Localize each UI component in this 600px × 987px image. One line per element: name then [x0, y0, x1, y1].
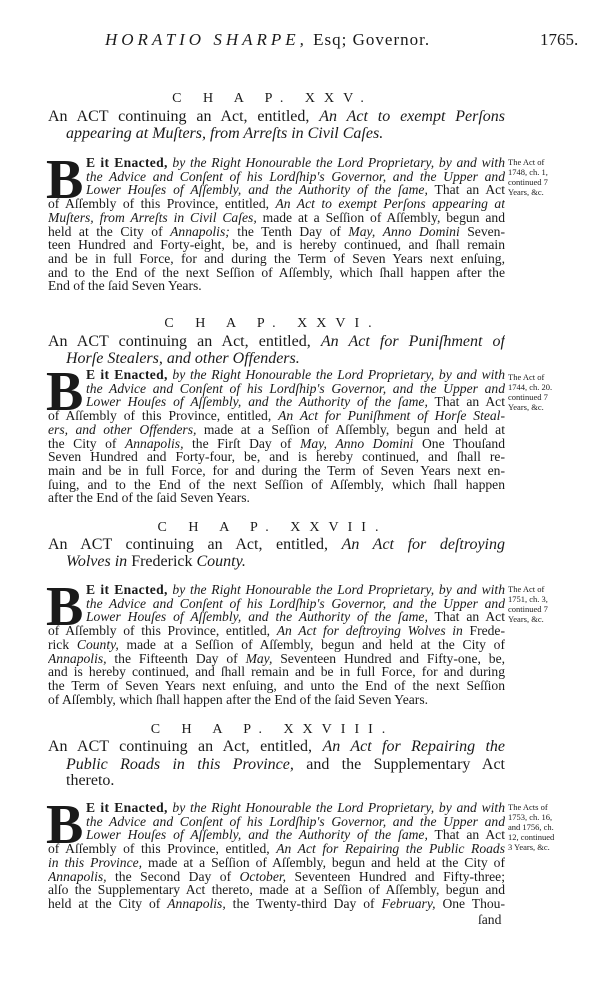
- text-segment: held at the City of: [48, 896, 168, 911]
- paragraph-line: [48, 278, 505, 294]
- italic-text: County,: [76, 637, 119, 652]
- text-segment: of Aſſembly of this Province, entitled,: [48, 841, 277, 856]
- italic-text: Public Roads in this Province,: [66, 756, 294, 773]
- enacting-clause: E it Enacted,: [86, 367, 168, 382]
- catchword: ſand: [478, 912, 502, 927]
- italic-text: in this Province,: [48, 855, 143, 870]
- italic-text: Lower Houſes of Aſſembly, and the Authority of the ſame,: [86, 182, 428, 197]
- italic-text: Lower Houſes of Aſſembly, and the Authority of the ſame,: [86, 827, 428, 842]
- margin-note-line: The Act of: [508, 584, 545, 594]
- italic-text: Wolves in: [66, 553, 128, 570]
- text-segment: Seven Hundred and Forty-four, be, and is hereby continued, and ſhall re-: [48, 449, 505, 464]
- text-segment: thereto.: [66, 772, 115, 789]
- paragraph-line: [48, 896, 505, 912]
- text-segment: and be in full Force, for and during the Term of Seven Years next enſuing,: [48, 251, 505, 266]
- text-segment: made at a Seſſion of Aſſembly, begun and: [256, 210, 505, 225]
- text-segment: That an Act: [427, 182, 505, 197]
- italic-text: the Advice and Conſent of his Lordſhip's Governor, and the Upper and: [86, 596, 505, 611]
- drop-cap: B: [46, 149, 84, 211]
- italic-text: May,: [300, 436, 327, 451]
- italic-text: October,: [239, 869, 287, 884]
- chapter-heading: C H A P. XXVIII.: [150, 722, 395, 737]
- italic-text: Annapolis,: [124, 436, 184, 451]
- italic-text: An Act to exempt Perſons: [319, 108, 505, 125]
- italic-text: An Act for Puniſhment of Horſe Steal-: [278, 408, 505, 423]
- italic-text: the Advice and Conſent of his Lordſhip's Governor, and the Upper and: [86, 169, 505, 184]
- running-title: HORATIO SHARPE,: [105, 30, 308, 49]
- text-segment: Seventeen Hundred and Fifty-one, be,: [272, 651, 505, 666]
- text-segment: the City of: [48, 436, 125, 451]
- margin-note-line: 3 Years, &c.: [508, 842, 550, 852]
- text-segment: the Tenth Day of: [229, 224, 349, 239]
- italic-text: Lower Houſes of Aſſembly, and the Authority of the ſame,: [86, 609, 428, 624]
- drop-cap: B: [46, 361, 84, 423]
- italic-text: by the Right Honourable the Lord Proprietary, by and with: [167, 582, 505, 597]
- page-year: 1765.: [540, 30, 579, 49]
- enacting-clause: E it Enacted,: [86, 155, 168, 170]
- text-segment: An ACT continuing an Act, entitled,: [48, 108, 320, 125]
- margin-note-line: The Act of: [508, 157, 545, 167]
- italic-text: the Advice and Conſent of his Lordſhip's Governor, and the Upper and: [86, 814, 505, 829]
- text-segment: That an Act: [427, 827, 505, 842]
- italic-text: ers, and other Offenders,: [48, 422, 197, 437]
- running-title-suffix: Esq; Governor.: [313, 30, 431, 49]
- text-segment: of Aſſembly of this Province, entitled,: [48, 408, 279, 423]
- text-segment: the Term of Seven Years next enſuing, and unto the End of the next Seſſion: [48, 678, 505, 693]
- drop-cap: B: [46, 576, 84, 638]
- text-segment: Frederick: [127, 553, 197, 570]
- italic-text: Anno Domini: [335, 436, 414, 451]
- italic-text: An Act for Repairing the Public Roads: [276, 841, 505, 856]
- enacting-clause: E it Enacted,: [86, 800, 168, 815]
- text-segment: of Aſſembly of this Province, entitled,: [48, 196, 276, 211]
- italic-text: May,: [348, 224, 376, 239]
- act-title-line: [66, 125, 505, 143]
- chapter-heading: C H A P. XXV.: [172, 91, 373, 106]
- text-segment: Seven-: [459, 224, 505, 239]
- italic-text: Horſe Stealers, and other Offenders.: [66, 350, 300, 367]
- text-segment: That an Act: [427, 394, 505, 409]
- margin-note-line: and 1756, ch.: [508, 822, 554, 832]
- text-segment: made at a Seſſion of Aſſembly, begun and held at the City of: [118, 637, 505, 652]
- margin-note-line: Years, &c.: [508, 402, 544, 412]
- text-segment: ſuing, and to the End of the next Seſſion of Aſſembly, which ſhall happen: [48, 477, 505, 492]
- text-segment: and the Supplementary Act: [293, 756, 505, 773]
- margin-note-line: The Act of: [508, 372, 545, 382]
- text-segment: and to the End of the next Seſſion of Aſſembly, which ſhall happen after the: [48, 265, 505, 280]
- italic-text: by the Right Honourable the Lord Proprietary, by and with: [167, 367, 505, 382]
- margin-note-line: continued 7: [508, 392, 548, 402]
- italic-text: County.: [196, 553, 246, 570]
- italic-text: Annapolis,: [167, 896, 226, 911]
- margin-note-line: Years, &c.: [508, 187, 544, 197]
- italic-text: the Advice and Conſent of his Lordſhip's Governor, and the Upper and: [86, 381, 505, 396]
- text-segment: One Thou-: [435, 896, 505, 911]
- italic-text: May,: [245, 651, 273, 666]
- act-title-line: [66, 772, 505, 790]
- text-segment: End of the ſaid Seven Years.: [48, 278, 202, 293]
- margin-note-line: 1744, ch. 20.: [508, 382, 553, 392]
- italic-text: Annapolis,: [48, 651, 107, 666]
- chapter-heading: C H A P. XXVI.: [164, 316, 381, 331]
- italic-text: February,: [381, 896, 436, 911]
- italic-text: Annapolis,: [48, 869, 107, 884]
- act-title-line: [48, 108, 505, 126]
- italic-text: An Act for Repairing the: [322, 738, 505, 755]
- italic-text: by the Right Honourable the Lord Proprietary, by and with: [167, 800, 505, 815]
- margin-note-line: continued 7: [508, 177, 548, 187]
- act-title-line: [66, 350, 505, 368]
- text-segment: An ACT continuing an Act, entitled,: [48, 536, 342, 553]
- paragraph-line: [48, 490, 505, 506]
- italic-text: An Act for deſtroying: [341, 536, 505, 553]
- chapter-heading: C H A P. XXVII.: [157, 520, 388, 535]
- italic-text: by the Right Honourable the Lord Proprietary, by and with: [167, 155, 505, 170]
- italic-text: Anno Domini: [382, 224, 460, 239]
- margin-note-line: 12, continued: [508, 832, 555, 842]
- text-segment: the Second Day of: [106, 869, 240, 884]
- text-segment: teen Hundred and Forty-eight, be, and is hereby continued, and ſhall remain: [48, 237, 505, 252]
- margin-note-line: 1753, ch. 16,: [508, 812, 553, 822]
- text-segment: made at a Seſſion of Aſſembly, begun and held at the City of: [142, 855, 505, 870]
- italic-text: appearing at Muſters, from Arreſts in Civil Caſes.: [66, 125, 384, 142]
- text-segment: main and be in full Force, for and during the Term of Seven Years next en-: [48, 463, 505, 478]
- text-segment: That an Act: [427, 609, 505, 624]
- drop-cap: B: [46, 794, 84, 856]
- italic-text: An Act for deſtroying Wolves in: [276, 623, 463, 638]
- text-segment: made at a Seſſion of Aſſembly, begun and held at: [196, 422, 505, 437]
- text-segment: rick: [48, 637, 77, 652]
- margin-note-line: continued 7: [508, 604, 548, 614]
- margin-note-line: The Acts of: [508, 802, 548, 812]
- margin-note-line: 1751, ch. 3,: [508, 594, 548, 604]
- act-title-line: [48, 536, 505, 554]
- text-segment: and is hereby continued, and ſhall remain and be in full Force, for and during: [48, 664, 505, 679]
- italic-text: Muſters, from Arreſts in Civil Caſes,: [48, 210, 257, 225]
- text-segment: of Aſſembly, which ſhall happen after the End of the ſaid Seven Years.: [48, 692, 429, 707]
- italic-text: An Act to exempt Perſons appearing at: [275, 196, 505, 211]
- text-segment: An ACT continuing an Act, entitled,: [48, 333, 321, 350]
- text-segment: of Aſſembly of this Province, entitled,: [48, 623, 277, 638]
- text-segment: alſo the Supplementary Act thereto, made at a Seſſion of Aſſembly, begun and: [48, 882, 505, 897]
- margin-note-line: Years, &c.: [508, 614, 544, 624]
- enacting-clause: E it Enacted,: [86, 582, 168, 597]
- running-header: [105, 30, 430, 50]
- italic-text: Annapolis;: [170, 224, 230, 239]
- text-segment: held at the City of: [48, 224, 171, 239]
- margin-note-line: 1748, ch. 1,: [508, 167, 548, 177]
- act-title-line: [48, 333, 505, 351]
- italic-text: Lower Houſes of Aſſembly, and the Authority of the ſame,: [86, 394, 428, 409]
- text-segment: An ACT continuing an Act, entitled,: [48, 738, 323, 755]
- paragraph-line: [48, 692, 505, 708]
- text-segment: One Thouſand: [413, 436, 505, 451]
- text-segment: after the End of the ſaid Seven Years.: [48, 490, 250, 505]
- text-segment: Frede-: [462, 623, 505, 638]
- italic-text: An Act for Puniſhment of: [320, 333, 505, 350]
- act-title-line: [48, 738, 505, 756]
- text-segment: Seventeen Hundred and Fifty-three;: [286, 869, 505, 884]
- text-segment: the Fifteenth Day of: [106, 651, 246, 666]
- text-segment: the Firſt Day of: [183, 436, 301, 451]
- text-segment: the Twenty-third Day of: [225, 896, 382, 911]
- act-title-line: [66, 553, 505, 571]
